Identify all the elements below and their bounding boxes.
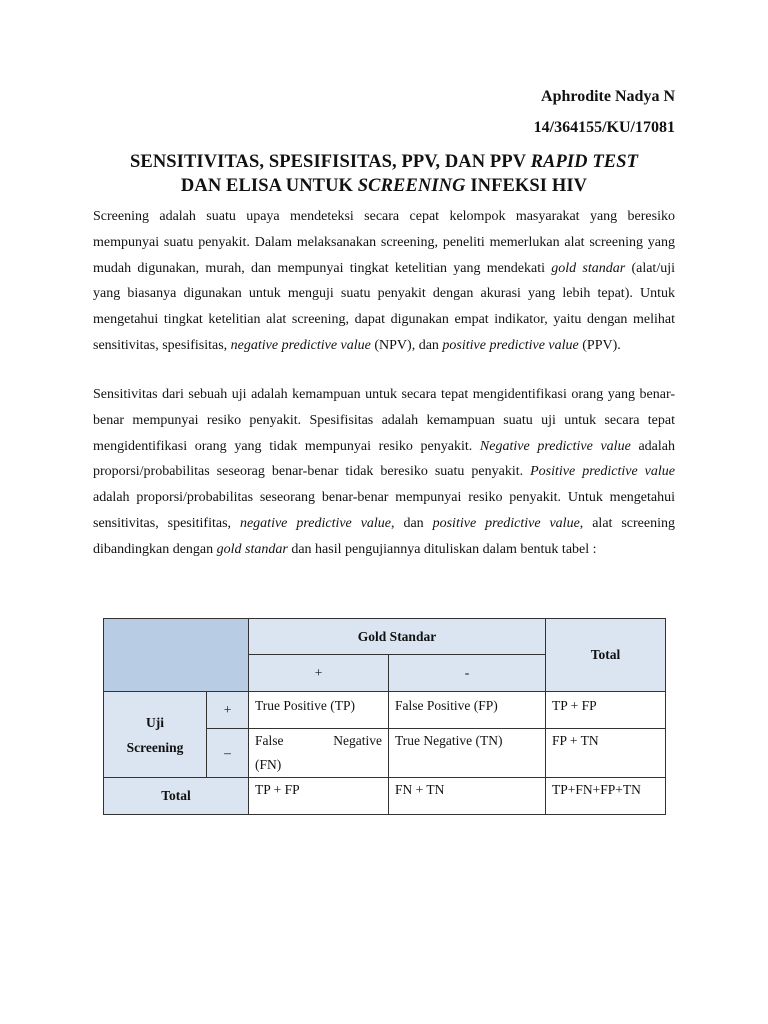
true-negative-cell: True Negative (TN) [389,729,546,778]
student-id: 14/364155/KU/17081 [533,119,675,136]
gold-standard-header: Gold Standar [249,619,546,655]
row-negative-total-cell: FP + TN [546,729,666,778]
paragraph-definitions: Sensitivitas dari sebuah uji adalah kemampuan untuk secara tepat mengidentifikasi orang yang benar-benar mempunyai resiko penyakit. Spesifisitas adalah kemampuan suatu uji untuk secara tepat mengidentifikasi orang yang tidak mempunyai resiko penyakit. Negative predictive value adalah proporsi/probabilitas seseorag benar-benar tidak beresiko suatu penyakit. Positive predictive value adalah proporsi/probabilitas seseorang benar-benar mempunyai resiko penyakit. Untuk mengetahui sensitivitas, spesitifitas, negative predictive value, dan positive predictive value, alat screening dibandingkan dengan gold standar dan hasil pengujiannya dituliskan dalam bentuk tabel : [93,387,676,557]
total-row-header: Total [104,778,249,815]
gold-negative-header: - [389,655,546,692]
screening-negative-header: – [207,729,249,778]
grand-total-cell: TP+FN+FP+TN [546,778,666,815]
title-line-2: DAN ELISA UNTUK SCREENING INFEKSI HIV [180,176,588,196]
contingency-table [103,618,666,815]
column-negative-total-cell: FN + TN [389,778,546,815]
row-positive-total-cell: TP + FP [546,692,666,729]
gold-positive-header: + [249,655,389,692]
table-row [104,778,666,815]
true-positive-cell: True Positive (TP) [249,692,389,729]
uji-screening-header: Uji Screening [104,692,207,778]
author-name: Aphrodite Nadya N [541,88,675,105]
paragraph-screening-intro: Screening adalah suatu upaya mendeteksi secara cepat kelompok masyarakat yang beresiko mempunyai suatu penyakit. Dalam melaksanakan screening, peneliti memerlukan alat screening yang mudah digunakan, murah, dan mempunyai tingkat ketelitian yang mendekati gold standar (alat/uji yang biasanya digunakan untuk menguji suatu penyakit dengan akurasi yang lebih tepat). Untuk mengetahui tingkat ketelitian alat screening, dapat digunakan empat indikator, yaitu dengan melihat sensitivitas, spesifisitas, negative predictive value (NPV), dan positive predictive value (PPV). [93,209,675,353]
false-negative-cell: False Negative (FN) [249,729,389,778]
table-corner-cell [104,619,249,692]
document-title [0,150,768,198]
total-column-header: Total [546,619,666,692]
false-positive-cell: False Positive (FP) [389,692,546,729]
table-row [104,692,666,729]
screening-positive-header: + [207,692,249,729]
column-positive-total-cell: TP + FP [249,778,389,815]
title-line-1: SENSITIVITAS, SPESIFISITAS, PPV, DAN PPV RAPID TEST [129,152,638,172]
